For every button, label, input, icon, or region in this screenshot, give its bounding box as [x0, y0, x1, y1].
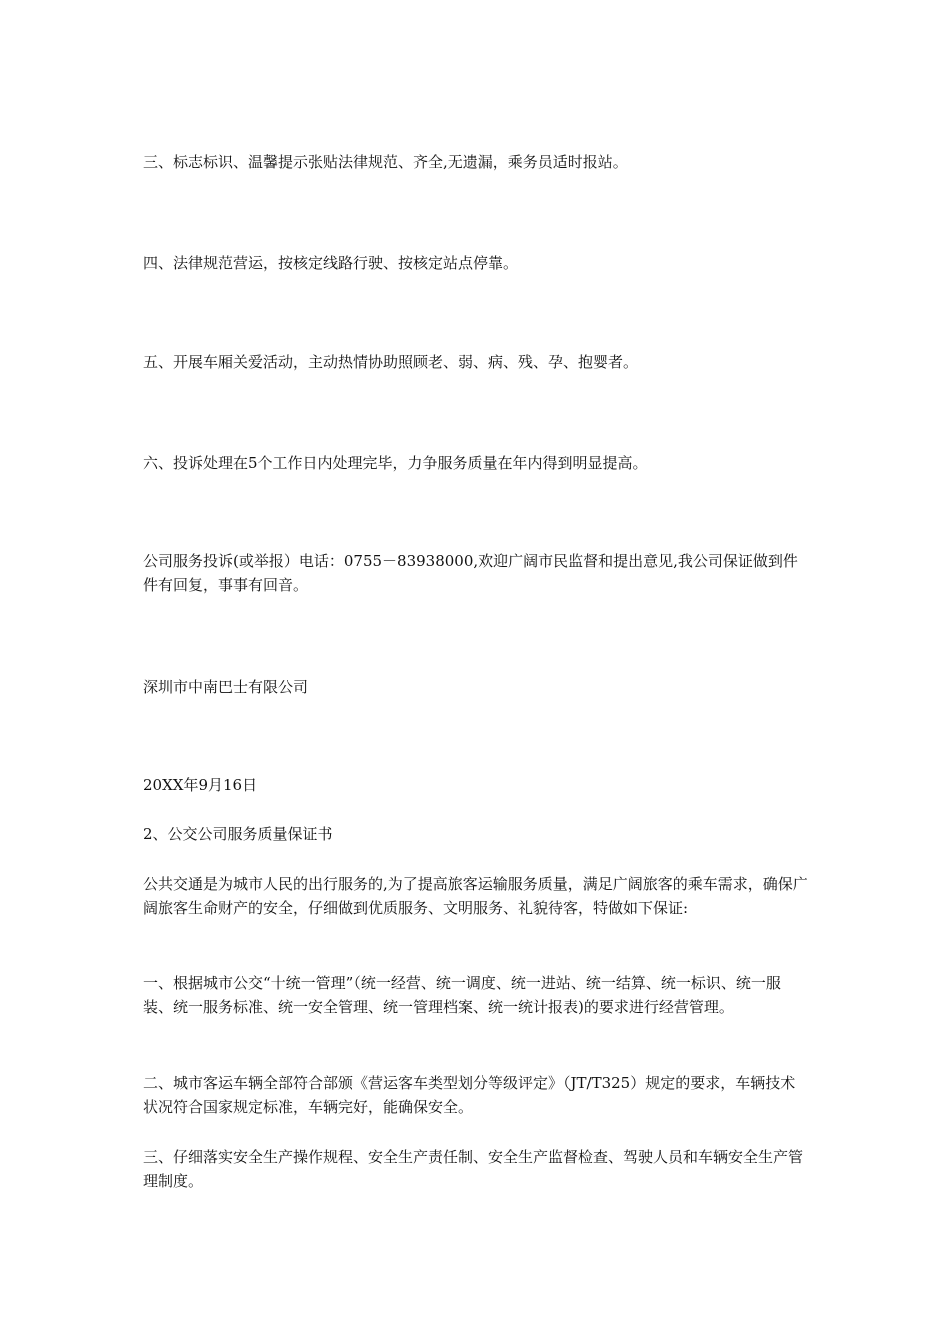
paragraph-lawful-operation: 四、法律规范营运，按核定线路行驶、按核定站点停靠。: [143, 254, 519, 272]
signature-date: 20XX年9月16日: [143, 776, 258, 794]
section-title: 2、公交公司服务质量保证书: [143, 825, 333, 843]
paragraph-item-two: 二、城市客运车辆全部符合部颁《营运客车类型划分等级评定》（JT/T325）规定的要求，车辆技术状况符合国家规定标准，车辆完好，能确保安全。: [143, 1074, 796, 1116]
paragraph-item-three: 三、仔细落实安全生产操作规程、安全生产责任制、安全生产监督检查、驾驶人员和车辆安全生产管理制度。: [143, 1148, 804, 1190]
company-signature: 深圳市中南巴士有限公司: [143, 678, 309, 696]
paragraph-complaint-phone: 公司服务投诉(或举报）电话：0755－83938000,欢迎广阔市民监督和提出意见,我公司保证做到件件有回复，事事有回音。: [143, 552, 798, 594]
paragraph-complaint-handling: 六、投诉处理在5个工作日内处理完毕，力争服务质量在年内得到明显提高。: [143, 454, 648, 472]
paragraph-care-activity: 五、开展车厢关爱活动，主动热情协助照顾老、弱、病、残、孕、抱婴者。: [143, 353, 639, 371]
paragraph-item-one: 一、根据城市公交“十统一管理”（统一经营、统一调度、统一进站、统一结算、统一标识、统一服装、统一服务标准、统一安全管理、统一管理档案、统一统计报表)的要求进行经营管理。: [143, 974, 781, 1016]
paragraph-intro: 公共交通是为城市人民的出行服务的,为了提高旅客运输服务质量，满足广阔旅客的乘车需求，确保广阔旅客生命财产的安全，仔细做到优质服务、文明服务、礼貌待客，特做如下保证:: [143, 875, 808, 917]
paragraph-signage: 三、标志标识、温馨提示张贴法律规范、齐全,无遗漏，乘务员适时报站。: [143, 153, 628, 171]
